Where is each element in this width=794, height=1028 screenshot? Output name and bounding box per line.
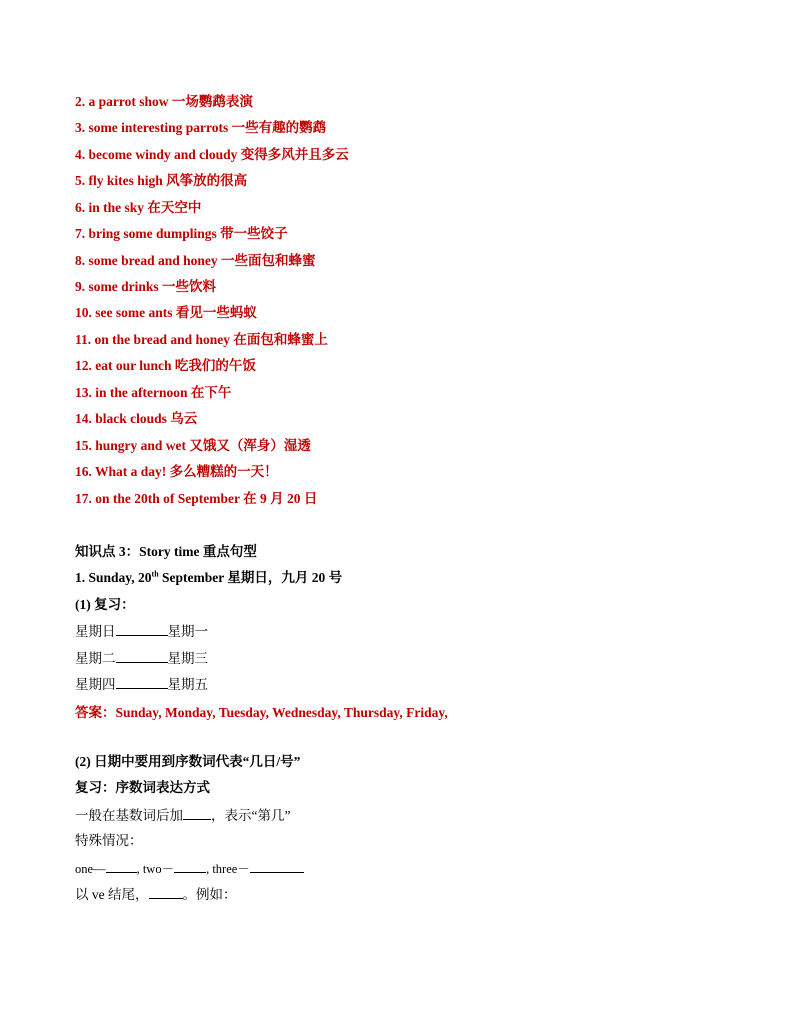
answer-line: 答案：Sunday, Monday, Tuesday, Wednesday, Thursday, Friday, [75, 705, 448, 720]
phrase-item: 3. some interesting parrots 一些有趣的鹦鹉 [75, 120, 327, 135]
phrase-item: 5. fly kites high 风筝放的很高 [75, 173, 248, 188]
sentence-suffix: September 星期日，九月 20 号 [158, 570, 343, 585]
ordinal-superscript: th [151, 569, 159, 579]
day-row [75, 622, 208, 641]
ve-rule-line [75, 885, 237, 904]
sub-review: 复习：序数词表达方式 [75, 780, 210, 795]
phrase-item: 13. in the afternoon 在下午 [75, 385, 232, 400]
blank-line [174, 859, 206, 873]
sentence-prefix: 1. Sunday, 20 [75, 570, 152, 585]
phrase-item: 15. hungry and wet 又饿又（浑身）湿透 [75, 438, 311, 453]
phrase-item: 4. become windy and cloudy 变得多风并且多云 [75, 147, 349, 162]
phrase-item: 2. a parrot show 一场鹦鹉表演 [75, 94, 253, 109]
phrase-item: 11. on the bread and honey 在面包和蜂蜜上 [75, 332, 328, 347]
blank-line [116, 622, 168, 636]
day-row [75, 649, 208, 668]
phrase-item: 16. What a day! 多么糟糕的一天！ [75, 464, 278, 479]
section-heading: 知识点 3：Story time 重点句型 [75, 544, 257, 559]
blank-line [250, 859, 304, 873]
day-row [75, 675, 208, 694]
ve-prefix: 以 ve 结尾， [75, 887, 149, 902]
blank-line [106, 859, 137, 873]
day-left: 星期日 [75, 624, 116, 639]
day-left: 星期二 [75, 651, 116, 666]
blank-line [149, 885, 183, 899]
phrase-item: 8. some bread and honey 一些面包和蜂蜜 [75, 253, 316, 268]
ordinal-one: one— [75, 862, 106, 876]
phrase-item: 7. bring some dumplings 带一些饺子 [75, 226, 288, 241]
day-left: 星期四 [75, 677, 116, 692]
phrase-item: 12. eat our lunch 吃我们的午饭 [75, 358, 256, 373]
day-right: 星期五 [167, 677, 208, 692]
sub-heading: (2) 日期中要用到序数词代表“几日/号” [75, 754, 301, 769]
special-label: 特殊情况： [75, 833, 143, 848]
day-right: 星期一 [167, 624, 208, 639]
day-right: 星期三 [167, 651, 208, 666]
phrase-item: 9. some drinks 一些饮料 [75, 279, 217, 294]
rule-line [75, 806, 290, 825]
phrase-item: 17. on the 20th of September 在 9 月 20 日 [75, 491, 318, 506]
rule-prefix: 一般在基数词后加 [75, 808, 183, 823]
ordinal-line [75, 859, 304, 878]
ve-suffix: 。例如： [182, 887, 237, 902]
phrase-item: 6. in the sky 在天空中 [75, 200, 202, 215]
review-label: (1) 复习： [75, 597, 135, 612]
ordinal-two: , two－ [136, 862, 175, 876]
blank-line [116, 649, 168, 663]
phrase-item: 14. black clouds 乌云 [75, 411, 198, 426]
blank-line [116, 675, 168, 689]
ordinal-three: , three－ [206, 862, 250, 876]
blank-line [183, 806, 211, 820]
phrase-item: 10. see some ants 看见一些蚂蚁 [75, 305, 257, 320]
sentence-item [75, 569, 342, 587]
rule-suffix: ，表示“第几” [211, 808, 291, 823]
